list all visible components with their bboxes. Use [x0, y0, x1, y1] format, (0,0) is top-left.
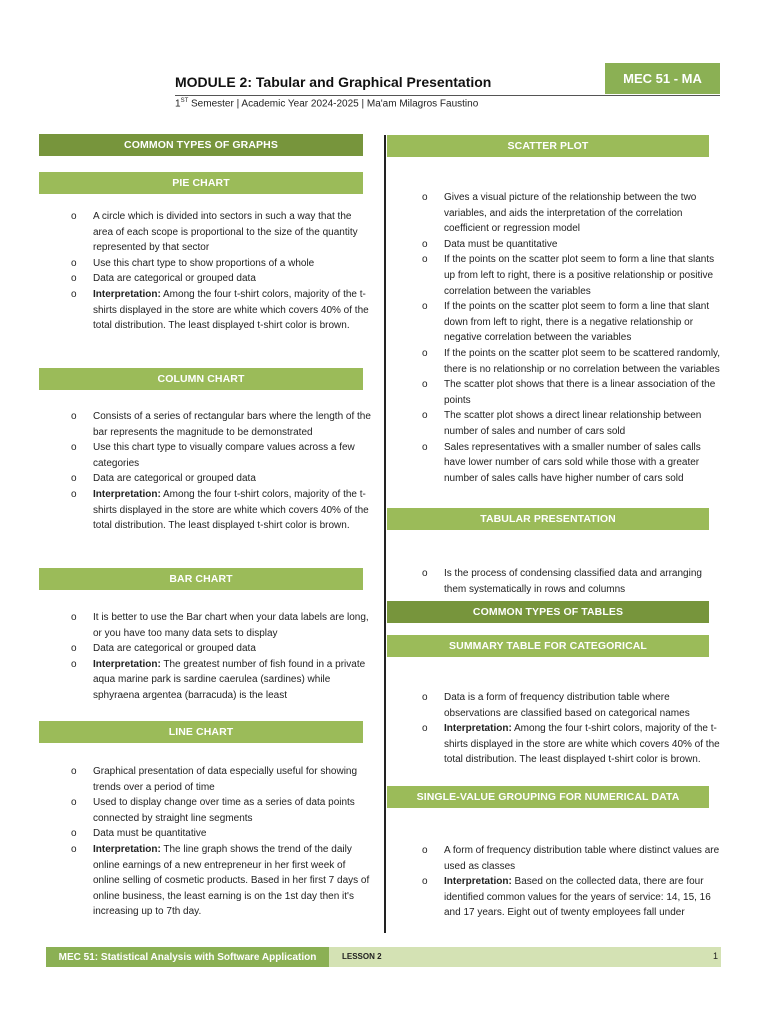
- interpretation-label: Interpretation:: [93, 488, 161, 500]
- list-item: [71, 209, 373, 256]
- list-item-text: Used to display change over time as a series of data points connected by straight line segments: [93, 797, 355, 824]
- list-item: [71, 256, 373, 272]
- list-item: [422, 190, 724, 237]
- list-item: [71, 487, 373, 534]
- bullet-marker: o: [422, 410, 428, 422]
- list-item-text: Sales representatives with a smaller number of sales calls have lower number of cars sold while those with a greater number of sales calls have higher number of cars sold: [444, 441, 701, 484]
- module-title: MODULE 2: Tabular and Graphical Presentation: [175, 74, 492, 90]
- list-item-text: It is better to use the Bar chart when your data labels are long, or you have too many data sets to display: [93, 612, 369, 639]
- list-item-text: If the points on the scatter plot seem to form a line that slants up from left to right, there is a positive relationship or positive correlation between the variables: [444, 254, 715, 297]
- column-divider: [384, 135, 386, 933]
- list-item-text: Based on the collected data, there are four identified common values for the years of service: 14, 15, 16 and 17 years. Eight out of twenty employees fall under: [444, 876, 711, 919]
- list-item-text: Among the four t-shirt colors, majority of the t-shirts displayed in the store are white which covers 40% of the total distribution. The least displayed t-shirt color is brown.: [93, 288, 369, 332]
- list-item: [422, 237, 724, 253]
- footer-bar: [329, 947, 721, 967]
- line-chart-heading: LINE CHART: [39, 721, 363, 743]
- summary-table-heading: SUMMARY TABLE FOR CATEGORICAL: [387, 635, 709, 657]
- list-item-text: The line graph shows the trend of the daily online earnings of a new entrepreneur in her first week of online selling of cosmetic products. Based in her first 7 days of online business, the least earning is on the 1st day then it's increasing up to 7th day.: [93, 843, 370, 918]
- list-item: [422, 377, 724, 408]
- bullet-marker: o: [71, 658, 77, 670]
- bullet-marker: o: [422, 379, 428, 391]
- list-item: [71, 287, 373, 334]
- interpretation-label: Interpretation:: [93, 843, 161, 855]
- bullet-marker: o: [71, 273, 77, 285]
- column-chart-heading: COLUMN CHART: [39, 368, 363, 390]
- line-chart-list: [71, 764, 373, 920]
- list-item: [71, 271, 373, 287]
- list-item-text: Is the process of condensing classified data and arranging them systematically in rows and columns: [444, 568, 702, 595]
- list-item-text: Among the four t-shirt colors, majority of the t-shirts displayed in the store are white which covers 40% of the total distribution. The least displayed t-shirt color is brown.: [444, 723, 720, 766]
- list-item-text: A circle which is divided into sectors in such a way that the area of each scope is proportional to the size of the quantity represented by that sector: [93, 211, 358, 254]
- list-item: [422, 408, 724, 439]
- bullet-marker: o: [71, 643, 77, 655]
- list-item: [422, 346, 724, 377]
- bullet-marker: o: [422, 254, 428, 266]
- interpretation-label: Interpretation:: [444, 723, 512, 735]
- list-item-text: The scatter plot shows that there is a linear association of the points: [444, 379, 716, 406]
- bar-chart-list: [71, 610, 373, 704]
- pie-chart-list: [71, 209, 373, 334]
- bullet-marker: o: [71, 473, 77, 485]
- bullet-marker: o: [71, 797, 77, 809]
- list-item-text: Data are categorical or grouped data: [93, 273, 256, 285]
- tabular-presentation-list: [422, 566, 724, 597]
- list-item: [71, 657, 373, 704]
- list-item-text: Data is a form of frequency distribution table where observations are classified based on categorical names: [444, 692, 690, 719]
- interpretation-label: Interpretation:: [93, 288, 161, 300]
- course-badge: MEC 51 - MA: [605, 63, 720, 94]
- list-item: [422, 874, 724, 921]
- list-item-text: The scatter plot shows a direct linear relationship between number of sales and number of cars sold: [444, 410, 702, 437]
- list-item-text: Data are categorical or grouped data: [93, 643, 256, 655]
- bullet-marker: o: [71, 766, 77, 777]
- list-item-text: Graphical presentation of data especially useful for showing trends over a period of time: [93, 766, 358, 793]
- bullet-marker: o: [71, 257, 77, 269]
- bullet-marker: o: [71, 488, 77, 500]
- list-item: [71, 795, 373, 826]
- list-item: [71, 842, 373, 920]
- list-item-text: Data are categorical or grouped data: [93, 473, 256, 485]
- list-item-text: Data must be quantitative: [93, 828, 207, 840]
- list-item-text: Gives a visual picture of the relationship between the two variables, and aids the interpretation of the correlation coefficient or regression model: [444, 192, 697, 235]
- bullet-marker: o: [71, 288, 77, 300]
- list-item: [422, 843, 724, 874]
- bullet-marker: o: [71, 843, 77, 855]
- bullet-marker: o: [71, 828, 77, 840]
- footer-course: MEC 51: Statistical Analysis with Software Application: [46, 947, 329, 967]
- bullet-marker: o: [422, 845, 428, 856]
- interpretation-label: Interpretation:: [444, 876, 512, 888]
- pie-chart-heading: PIE CHART: [39, 172, 363, 194]
- list-item: [422, 252, 724, 299]
- bullet-marker: o: [422, 301, 428, 313]
- bullet-marker: o: [422, 192, 428, 203]
- scatter-plot-heading: SCATTER PLOT: [387, 135, 709, 157]
- header-rule: [175, 95, 720, 96]
- bullet-marker: o: [422, 723, 428, 735]
- bullet-marker: o: [422, 568, 428, 579]
- list-item: [71, 641, 373, 657]
- bullet-marker: o: [71, 612, 77, 623]
- list-item-text: Consists of a series of rectangular bars where the length of the bar represents the magnitude to be demonstrated: [93, 411, 371, 438]
- single-value-heading: SINGLE-VALUE GROUPING FOR NUMERICAL DATA: [387, 786, 709, 808]
- list-item-text: Use this chart type to visually compare values across a few categories: [93, 442, 355, 469]
- list-item: [422, 440, 724, 487]
- list-item-text: The greatest number of fish found in a private aqua marine park is sardine caerulea (sardines) while sphyraena argentea (barracuda) is the least: [93, 658, 366, 701]
- list-item: [71, 440, 373, 471]
- bar-chart-heading: BAR CHART: [39, 568, 363, 590]
- list-item: [71, 471, 373, 487]
- footer-lesson: LESSON 2: [342, 952, 382, 961]
- column-chart-list: [71, 409, 373, 534]
- list-item: [422, 566, 724, 597]
- common-tables-heading: COMMON TYPES OF TABLES: [387, 601, 709, 623]
- bullet-marker: o: [71, 411, 77, 422]
- interpretation-label: Interpretation:: [93, 658, 161, 670]
- list-item: [71, 409, 373, 440]
- list-item-text: Among the four t-shirt colors, majority of the t-shirts displayed in the store are white which covers 40% of the total distribution. The least displayed t-shirt color is brown.: [93, 488, 369, 532]
- page-number: 1: [712, 951, 718, 961]
- list-item-text: If the points on the scatter plot seem to form a line that slant down from left to right, there is a negative relationship or negative correlation between the variables: [444, 301, 710, 344]
- list-item-text: If the points on the scatter plot seem to be scattered randomly, there is no relationship or no correlation between the variables: [444, 347, 721, 375]
- common-graphs-heading: COMMON TYPES OF GRAPHS: [39, 134, 363, 156]
- list-item-text: A form of frequency distribution table where distinct values are used as classes: [444, 845, 720, 872]
- list-item: [71, 826, 373, 842]
- bullet-marker: o: [71, 211, 77, 222]
- bullet-marker: o: [71, 442, 77, 454]
- list-item: [71, 764, 373, 795]
- bullet-marker: o: [422, 238, 428, 250]
- header-subtitle: 1ST Semester | Academic Year 2024-2025 | Ma'am Milagros Faustino: [175, 98, 479, 110]
- scatter-plot-list: [422, 190, 724, 486]
- bullet-marker: o: [422, 441, 428, 453]
- list-item: [422, 721, 724, 768]
- bullet-marker: o: [422, 876, 428, 888]
- list-item: [422, 299, 724, 346]
- summary-table-list: [422, 690, 724, 768]
- list-item-text: Use this chart type to show proportions of a whole: [93, 257, 315, 269]
- bullet-marker: o: [422, 692, 428, 703]
- single-value-list: [422, 843, 724, 921]
- list-item-text: Data must be quantitative: [444, 238, 558, 250]
- list-item: [422, 690, 724, 721]
- bullet-marker: o: [422, 347, 428, 359]
- tabular-presentation-heading: TABULAR PRESENTATION: [387, 508, 709, 530]
- list-item: [71, 610, 373, 641]
